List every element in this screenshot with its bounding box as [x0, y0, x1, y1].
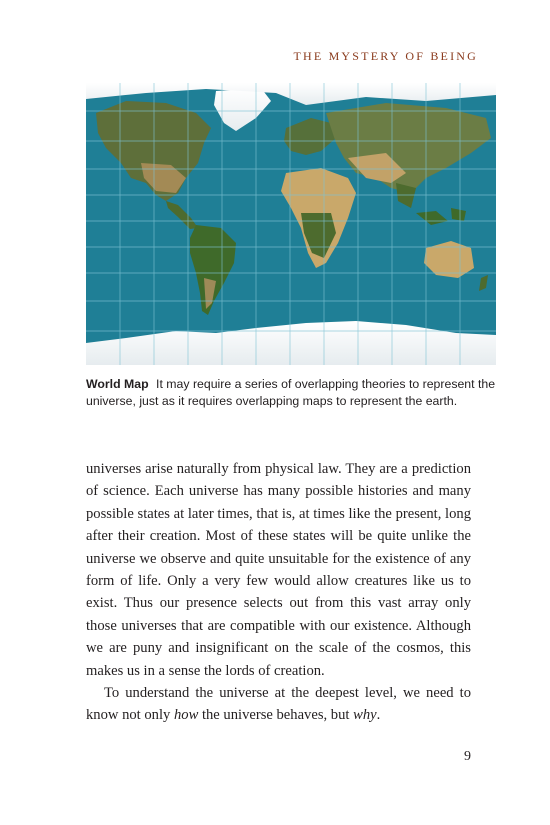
world-map-illustration	[86, 83, 496, 365]
caption-title: World Map	[86, 377, 149, 391]
emphasis-how: how	[173, 707, 199, 724]
body-text	[86, 458, 471, 727]
paragraph-1: universes arise naturally from physical law. They are a prediction of science. Each universe has many possible histories and many possible states at later times, that is, at times like the present, long after their creation. Most of these states will be quite unlike the universe we observe and quite unsuitable for the existence of any form of life. Only a very few would allow creatures like us to exist. Thus our presence selects out from this vast array only those universes that are compatible with our existence. Although we are puny and insignificant on the scale of the cosmos, this makes us in a sense the lords of creation.	[86, 461, 471, 679]
paragraph-2-part-a: To understand the universe at the deepest level, we need to know not only	[86, 685, 471, 724]
paragraph-2	[86, 682, 471, 727]
world-map-image	[86, 83, 496, 365]
figure-caption	[86, 376, 498, 410]
emphasis-why: why	[353, 707, 377, 724]
paragraph-2-part-c: .	[376, 707, 381, 724]
paragraph-2-part-b: the universe behaves, but	[198, 707, 354, 724]
page-number: 9	[464, 749, 471, 764]
running-head: THE MYSTERY OF BEING	[293, 49, 478, 63]
caption-text: It may require a series of overlapping theories to represent the universe, just as it requires overlapping maps to represent the earth.	[86, 377, 496, 408]
